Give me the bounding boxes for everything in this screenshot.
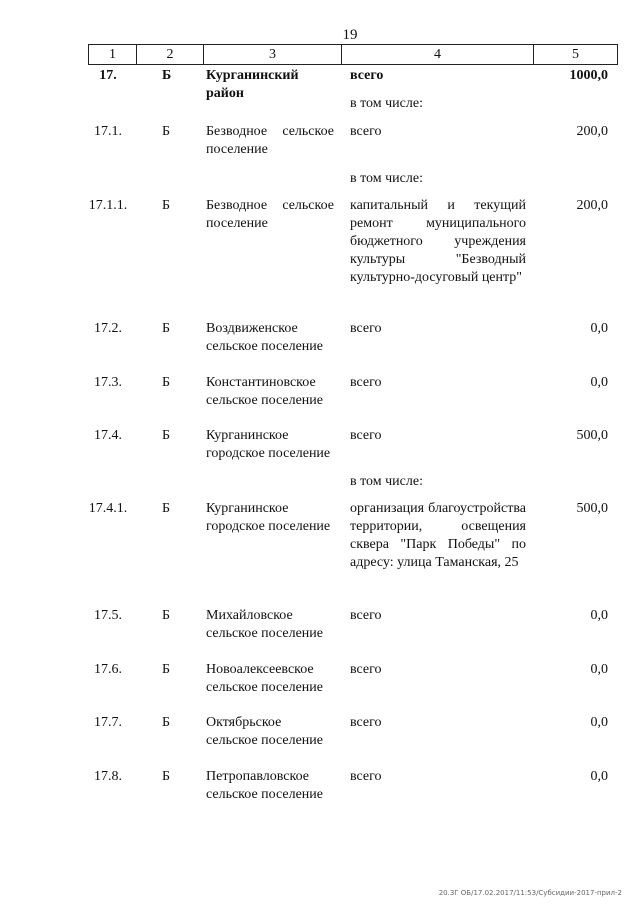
row-category: Б — [162, 68, 172, 83]
row-number: 17.1.1. — [88, 198, 128, 213]
header-col-3: 3 — [204, 45, 342, 64]
row-number: 17.1. — [94, 124, 122, 139]
row-number: 17.2. — [94, 321, 122, 336]
row-description: всего — [350, 68, 384, 83]
row-value: 0,0 — [590, 375, 608, 390]
row-number: 17.7. — [94, 715, 122, 730]
row-name: Курганинское городское поселение — [206, 501, 331, 534]
row-category: Б — [162, 662, 171, 677]
row-number: 17. — [99, 68, 117, 83]
row-description: всего — [350, 769, 382, 784]
row-value: 0,0 — [590, 769, 608, 784]
row-category: Б — [162, 428, 171, 443]
row-description: в том числе: — [350, 171, 423, 186]
row-number: 17.6. — [94, 662, 122, 677]
row-description: всего — [350, 715, 382, 730]
row-description: всего — [350, 321, 382, 336]
row-description: всего — [350, 375, 382, 390]
row-name: Октябрьское сельское поселение — [206, 715, 323, 748]
header-col-1: 1 — [89, 45, 137, 64]
row-name: Курганинское городское поселение — [206, 428, 331, 461]
row-description: всего — [350, 428, 382, 443]
row-description: всего — [350, 662, 382, 677]
row-value: 200,0 — [576, 124, 608, 139]
row-category: Б — [162, 321, 171, 336]
row-description: всего — [350, 124, 382, 139]
row-value: 500,0 — [576, 428, 608, 443]
row-category: Б — [162, 608, 171, 623]
row-number: 17.3. — [94, 375, 122, 390]
row-name: Воздвиженское сельское поселение — [206, 321, 323, 354]
row-name: Михайловское сельское поселение — [206, 608, 323, 641]
row-name: Курганинский район — [206, 68, 299, 101]
row-value: 200,0 — [576, 198, 608, 213]
row-number: 17.4. — [94, 428, 122, 443]
row-value: 0,0 — [590, 608, 608, 623]
row-category: Б — [162, 124, 171, 139]
row-value: 1000,0 — [569, 68, 608, 83]
row-value: 0,0 — [590, 715, 608, 730]
row-name: Новоалексеевское сельское поселение — [206, 662, 323, 695]
header-col-2: 2 — [137, 45, 204, 64]
row-category: Б — [162, 198, 171, 213]
row-number: 17.8. — [94, 769, 122, 784]
row-name: Константиновское сельское поселение — [206, 375, 323, 408]
row-description: всего — [350, 608, 382, 623]
row-name: Безводное сельское поселение — [206, 124, 334, 157]
row-value: 0,0 — [590, 662, 608, 677]
row-description: капитальный и текущий ремонт муниципального бюджетного учреждения культуры "Безводный культурно-досуговый центр" — [350, 198, 526, 285]
row-category: Б — [162, 715, 171, 730]
row-description: в том числе: — [350, 96, 423, 111]
row-number: 17.5. — [94, 608, 122, 623]
row-name: Безводное сельское поселение — [206, 198, 334, 231]
table-header — [88, 44, 618, 65]
row-category: Б — [162, 769, 171, 784]
row-description: организация благоустройства территории, освещения сквера "Парк Победы" по адресу: улица Таманская, 25 — [350, 501, 526, 570]
row-name: Петропавловское сельское поселение — [206, 769, 323, 802]
row-number: 17.4.1. — [88, 501, 128, 516]
row-description: в том числе: — [350, 474, 423, 489]
row-category: Б — [162, 375, 171, 390]
row-category: Б — [162, 501, 171, 516]
header-col-5: 5 — [572, 47, 579, 62]
header-col-4: 4 — [342, 45, 534, 64]
row-value: 500,0 — [576, 501, 608, 516]
page-number: 19 — [342, 27, 358, 43]
row-value: 0,0 — [590, 321, 608, 336]
document-footer: 20.3Г ОБ/17.02.2017/11:53/Субсидии-2017-прил-2 — [438, 889, 622, 897]
